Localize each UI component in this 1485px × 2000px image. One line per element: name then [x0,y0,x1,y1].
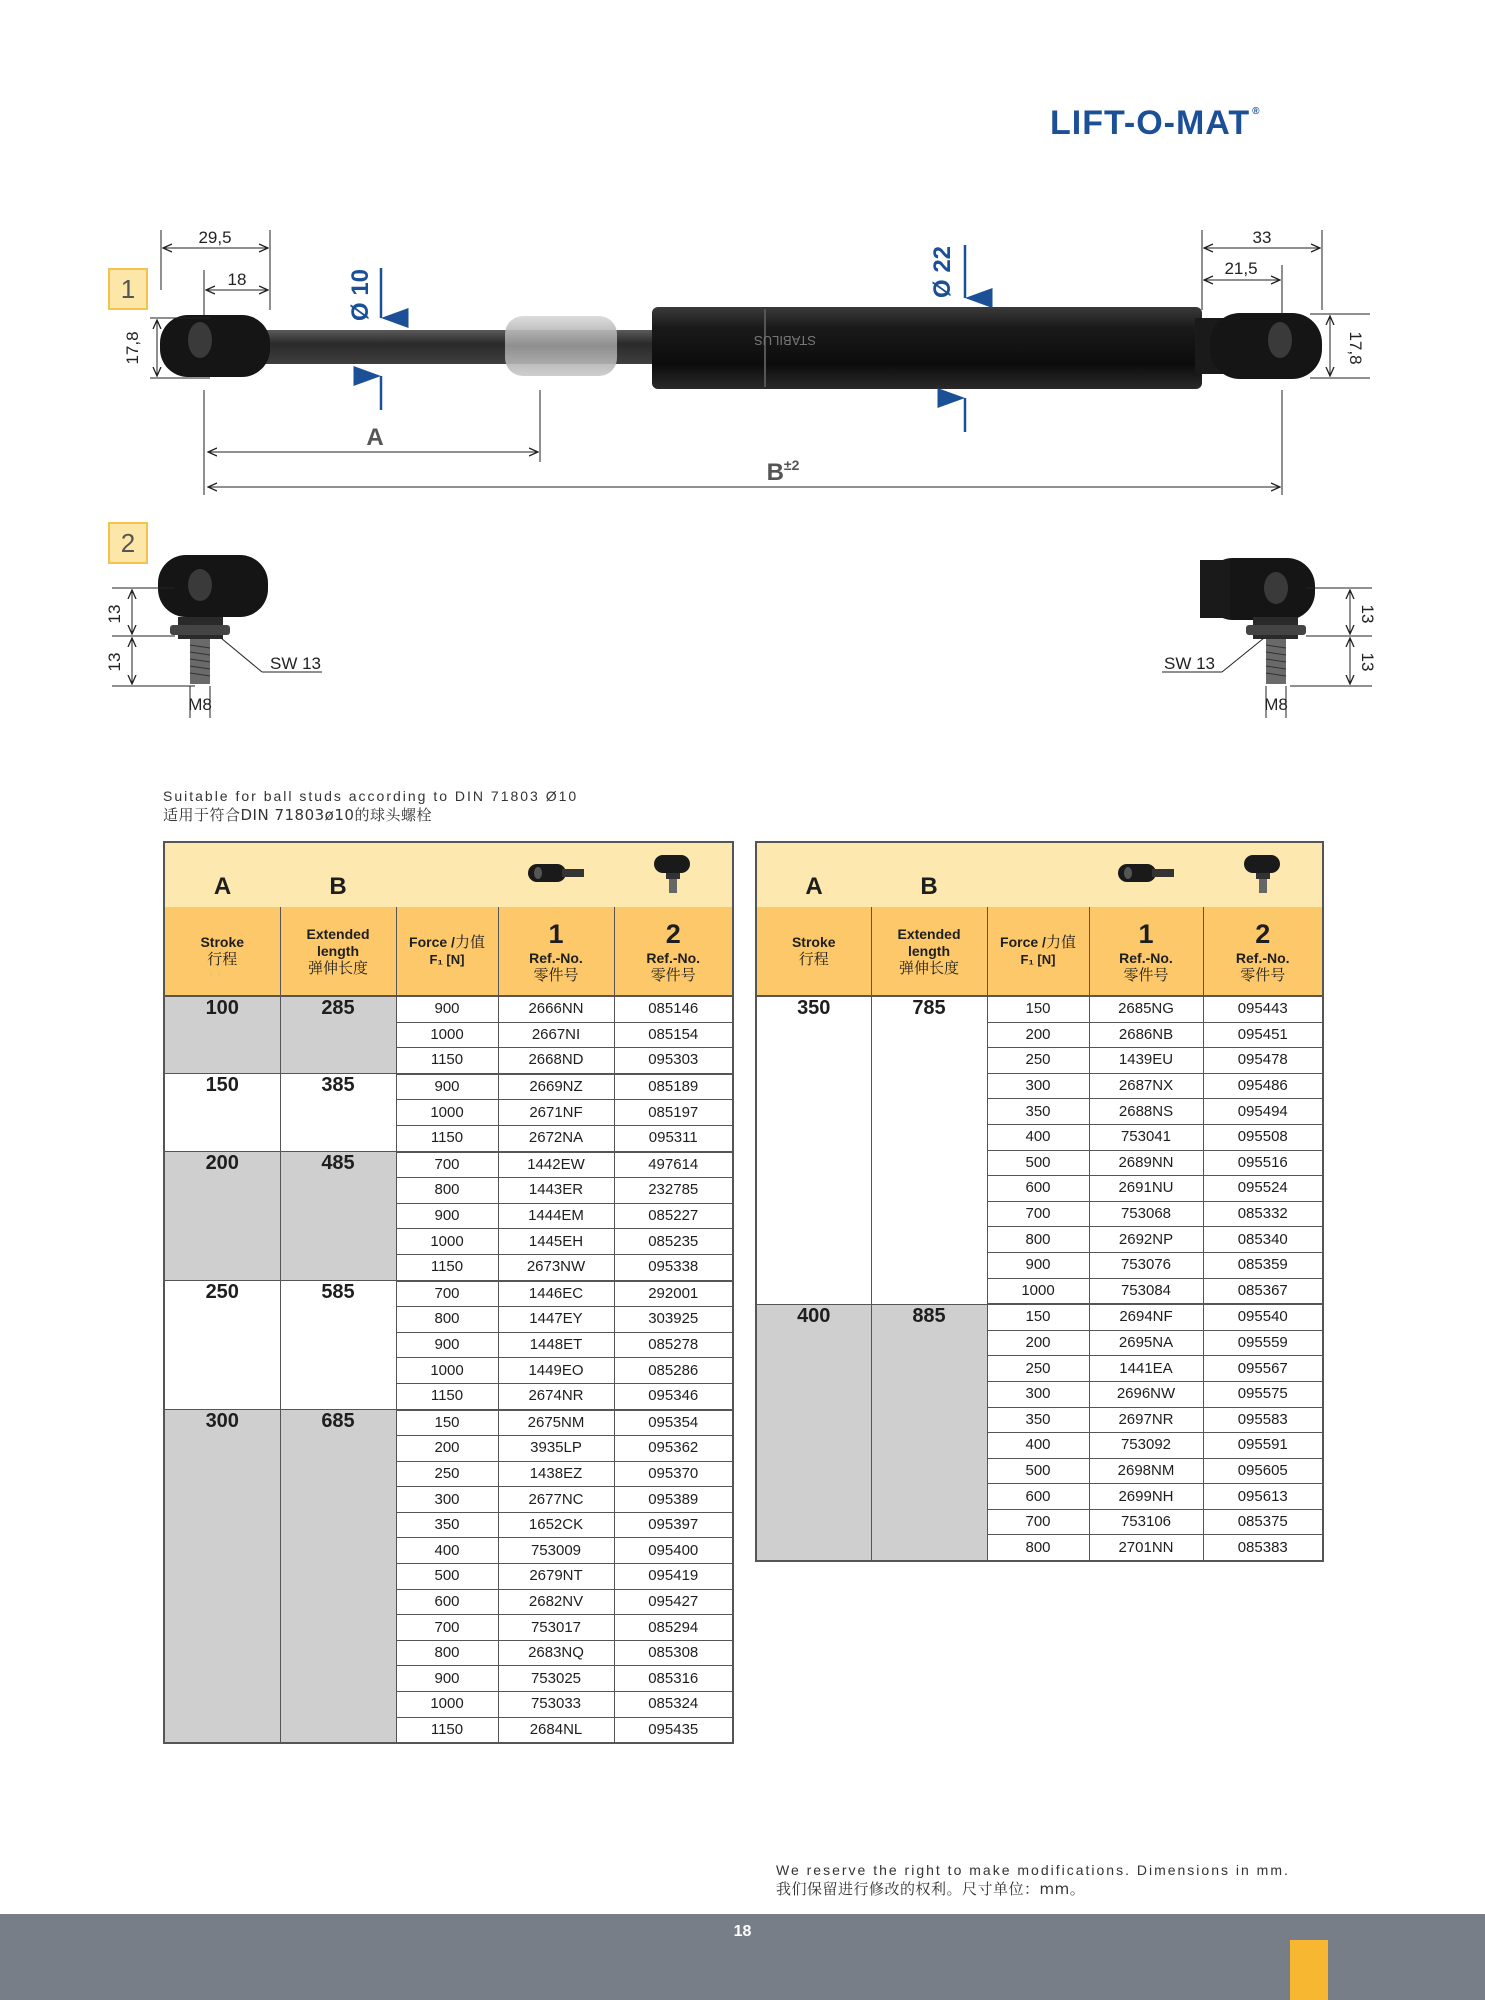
header-force: Force /力值 F₁ [N] [396,907,498,996]
force-value: 700 [987,1201,1089,1227]
ref-no-fitting-2: 095524 [1203,1176,1323,1202]
force-value: 300 [987,1073,1089,1099]
section-tab-marker [1290,1940,1328,2000]
ref-no-fitting-2: 085375 [1203,1509,1323,1535]
force-value: 900 [396,1074,498,1100]
header-b: B [871,842,987,907]
force-value: 700 [396,1281,498,1307]
force-value: 900 [396,1203,498,1229]
tube-diameter-label: Ø 22 [929,245,956,299]
ref-no-fitting-2: 292001 [614,1281,733,1307]
extended-length-value: 685 [280,1410,396,1744]
header-a: A [164,842,280,907]
ref-no-fitting-1: 2688NS [1089,1099,1203,1125]
table-row [164,1410,733,1436]
force-value: 250 [987,1356,1089,1382]
footer-note [776,1862,1290,1899]
ref-no-fitting-1: 2669NZ [498,1074,614,1100]
gas-spring-body [160,307,1322,389]
ref-no-fitting-1: 1445EH [498,1229,614,1255]
ref-no-fitting-2: 085189 [614,1074,733,1100]
ref-no-fitting-1: 2701NN [1089,1535,1203,1561]
ref-no-fitting-1: 2691NU [1089,1176,1203,1202]
footer-note-en: We reserve the right to make modifications. Dimensions in mm. [776,1862,1290,1878]
extended-length-value: 385 [280,1074,396,1152]
force-value: 200 [987,1330,1089,1356]
product-table-left-body [164,996,733,1743]
ref-no-fitting-2: 085197 [614,1100,733,1126]
force-value: 250 [987,1048,1089,1074]
ref-no-fitting-2: 095516 [1203,1150,1323,1176]
extended-length-value: 485 [280,1152,396,1281]
force-value: 500 [987,1458,1089,1484]
ref-no-fitting-2: 085332 [1203,1201,1323,1227]
ref-no-fitting-2: 085367 [1203,1278,1323,1304]
ball-stud-note-en: Suitable for ball studs according to DIN 71803 Ø10 [163,788,579,804]
header-extended-length: Extended length 弹伸长度 [280,907,396,996]
ball-socket-left [158,555,268,684]
ref-no-fitting-2: 085359 [1203,1252,1323,1278]
force-value: 300 [396,1487,498,1513]
ref-no-fitting-1: 753041 [1089,1124,1203,1150]
ref-no-fitting-1: 2674NR [498,1383,614,1409]
extended-length-value: 585 [280,1281,396,1410]
wrench-size-left: SW 13 [270,654,322,673]
ref-no-fitting-1: 2699NH [1089,1484,1203,1510]
force-value: 400 [987,1124,1089,1150]
dim-13-lower-right: 13 [1358,652,1377,672]
stroke-value: 350 [756,996,871,1304]
force-value: 1000 [396,1358,498,1384]
header-b: B [280,842,396,907]
force-value: 800 [396,1640,498,1666]
force-value: 900 [396,1666,498,1692]
ref-no-fitting-2: 095591 [1203,1433,1323,1459]
ref-no-fitting-2: 095613 [1203,1484,1323,1510]
force-value: 350 [987,1407,1089,1433]
table-row [756,996,1323,1022]
force-value: 400 [987,1433,1089,1459]
dim-21-5: 21,5 [1224,259,1258,278]
ref-no-fitting-1: 2694NF [1089,1304,1203,1330]
dim-13-lower-left: 13 [105,652,124,672]
ref-no-fitting-1: 2684NL [498,1717,614,1743]
force-value: 150 [987,1304,1089,1330]
ref-no-fitting-1: 2672NA [498,1125,614,1151]
dim-17-8-left: 17,8 [123,331,142,365]
fitting-1-icon [1089,842,1203,907]
ref-no-fitting-2: 095397 [614,1512,733,1538]
stroke-value: 100 [164,996,280,1074]
force-value: 900 [396,996,498,1022]
ref-no-fitting-2: 085324 [614,1692,733,1718]
ref-no-fitting-1: 753076 [1089,1252,1203,1278]
page-number: 18 [733,1923,752,1940]
header-ref-1: 1 Ref.-No. 零件号 [1089,907,1203,996]
ref-no-fitting-2: 085286 [614,1358,733,1384]
ref-no-fitting-1: 1442EW [498,1152,614,1178]
stroke-value: 400 [756,1304,871,1561]
ref-no-fitting-1: 753033 [498,1692,614,1718]
force-value: 500 [396,1564,498,1590]
thread-right: M8 [1264,695,1288,714]
ref-no-fitting-1: 1448ET [498,1332,614,1358]
ref-no-fitting-1: 1441EA [1089,1356,1203,1382]
dim-29-5: 29,5 [198,228,232,247]
label-b: $B^{\pm 2}$ [766,457,800,486]
ref-no-fitting-1: 1447EY [498,1307,614,1333]
header-stroke: Stroke 行程 [164,907,280,996]
force-value: 1150 [396,1717,498,1743]
force-value: 600 [987,1484,1089,1510]
force-value: 1000 [396,1022,498,1048]
ref-no-fitting-1: 753092 [1089,1433,1203,1459]
gas-spring-drawing [0,0,1485,760]
stroke-value: 200 [164,1152,280,1281]
table-row [164,1281,733,1307]
ref-no-fitting-1: 2683NQ [498,1640,614,1666]
dim-13-upper-right: 13 [1358,604,1377,624]
force-value: 1000 [987,1278,1089,1304]
force-value: 400 [396,1538,498,1564]
force-value: 700 [396,1615,498,1641]
ref-no-fitting-1: 1443ER [498,1178,614,1204]
ref-no-fitting-1: 2686NB [1089,1022,1203,1048]
figure-2-badge: 2 [108,522,148,564]
ref-no-fitting-1: 2689NN [1089,1150,1203,1176]
force-value: 150 [987,996,1089,1022]
ref-no-fitting-1: 2692NP [1089,1227,1203,1253]
ref-no-fitting-2: 085235 [614,1229,733,1255]
ref-no-fitting-2: 095605 [1203,1458,1323,1484]
force-value: 1150 [396,1383,498,1409]
ref-no-fitting-1: 2687NX [1089,1073,1203,1099]
ref-no-fitting-2: 095443 [1203,996,1323,1022]
ref-no-fitting-2: 085316 [614,1666,733,1692]
table-row [164,1074,733,1100]
ref-no-fitting-1: 753017 [498,1615,614,1641]
ref-no-fitting-2: 085154 [614,1022,733,1048]
ref-no-fitting-2: 095311 [614,1125,733,1151]
ref-no-fitting-1: 753009 [498,1538,614,1564]
ref-no-fitting-2: 085383 [1203,1535,1323,1561]
brand-reg-mark: ® [1252,106,1261,117]
ref-no-fitting-1: 1439EU [1089,1048,1203,1074]
ball-stud-note-zh: 适用于符合DIN 71803ø10的球头螺栓 [163,806,432,824]
ref-no-fitting-2: 095575 [1203,1381,1323,1407]
ref-no-fitting-2: 095559 [1203,1330,1323,1356]
ref-no-fitting-1: 753025 [498,1666,614,1692]
force-value: 800 [987,1535,1089,1561]
ref-no-fitting-2: 095419 [614,1564,733,1590]
ref-no-fitting-1: 1449EO [498,1358,614,1384]
force-value: 1150 [396,1125,498,1151]
force-value: 800 [396,1307,498,1333]
force-value: 1000 [396,1229,498,1255]
ref-no-fitting-1: 1652CK [498,1512,614,1538]
ref-no-fitting-2: 095303 [614,1048,733,1074]
ref-no-fitting-1: 2673NW [498,1254,614,1280]
force-value: 600 [396,1589,498,1615]
ref-no-fitting-1: 753084 [1089,1278,1203,1304]
ref-no-fitting-2: 095478 [1203,1048,1323,1074]
ref-no-fitting-1: 3935LP [498,1436,614,1462]
ref-no-fitting-1: 2667NI [498,1022,614,1048]
ref-no-fitting-2: 095451 [1203,1022,1323,1048]
ref-no-fitting-1: 1446EC [498,1281,614,1307]
dim-17-8-right: 17,8 [1346,331,1365,365]
ref-no-fitting-2: 085340 [1203,1227,1323,1253]
ref-no-fitting-1: 2679NT [498,1564,614,1590]
ref-no-fitting-2: 095370 [614,1461,733,1487]
header-stroke: Stroke 行程 [756,907,871,996]
ref-no-fitting-1: 753068 [1089,1201,1203,1227]
ref-no-fitting-2: 095427 [614,1589,733,1615]
ref-no-fitting-2: 095486 [1203,1073,1323,1099]
ref-no-fitting-2: 085146 [614,996,733,1022]
rod-diameter-label: Ø 10 [347,268,374,322]
ref-no-fitting-2: 095400 [614,1538,733,1564]
force-value: 1000 [396,1100,498,1126]
stroke-value: 150 [164,1074,280,1152]
ref-no-fitting-2: 085278 [614,1332,733,1358]
force-value: 500 [987,1150,1089,1176]
ref-no-fitting-1: 2668ND [498,1048,614,1074]
thread-left: M8 [188,695,212,714]
ref-no-fitting-2: 095494 [1203,1099,1323,1125]
stroke-value: 250 [164,1281,280,1410]
force-value: 300 [987,1381,1089,1407]
ref-no-fitting-2: 085227 [614,1203,733,1229]
force-value: 600 [987,1176,1089,1202]
ref-no-fitting-2: 095362 [614,1436,733,1462]
force-value: 700 [987,1509,1089,1535]
ref-no-fitting-2: 232785 [614,1178,733,1204]
ref-no-fitting-1: 753106 [1089,1509,1203,1535]
product-table-right [755,841,1324,1562]
wrench-size-right: SW 13 [1164,654,1216,673]
ref-no-fitting-2: 095354 [614,1410,733,1436]
ref-no-fitting-1: 2698NM [1089,1458,1203,1484]
fitting-2-icon [1203,842,1323,907]
ref-no-fitting-1: 2671NF [498,1100,614,1126]
figure-1-badge: 1 [108,268,148,310]
product-table-right-body [756,996,1323,1561]
brand-name: LIFT-O-MAT [1050,104,1251,142]
header-ref-2: 2 Ref.-No. 零件号 [1203,907,1323,996]
force-value: 250 [396,1461,498,1487]
ref-no-fitting-2: 303925 [614,1307,733,1333]
force-value: 350 [987,1099,1089,1125]
fitting-2-icon [614,842,733,907]
ball-socket-right [1200,558,1315,684]
ref-no-fitting-1: 2685NG [1089,996,1203,1022]
header-extended-length: Extended length 弹伸长度 [871,907,987,996]
ref-no-fitting-1: 2666NN [498,996,614,1022]
table-row [756,1304,1323,1330]
table-row [164,996,733,1022]
force-value: 1150 [396,1254,498,1280]
ref-no-fitting-2: 095583 [1203,1407,1323,1433]
ref-no-fitting-2: 085308 [614,1640,733,1666]
force-value: 900 [396,1332,498,1358]
header-ref-2: 2 Ref.-No. 零件号 [614,907,733,996]
force-value: 900 [987,1252,1089,1278]
extended-length-value: 785 [871,996,987,1304]
ref-no-fitting-2: 085294 [614,1615,733,1641]
ref-no-fitting-1: 2695NA [1089,1330,1203,1356]
force-value: 1150 [396,1048,498,1074]
dim-18: 18 [227,270,247,289]
ball-stud-note [163,788,578,825]
dim-33: 33 [1252,228,1272,247]
ref-no-fitting-1: 2682NV [498,1589,614,1615]
ref-no-fitting-1: 2697NR [1089,1407,1203,1433]
ref-no-fitting-1: 2675NM [498,1410,614,1436]
ref-no-fitting-2: 497614 [614,1152,733,1178]
svg-text:STABILUS: STABILUS [754,333,816,348]
stroke-value: 300 [164,1410,280,1744]
ref-no-fitting-2: 095540 [1203,1304,1323,1330]
ref-no-fitting-1: 1444EM [498,1203,614,1229]
footer-note-zh: 我们保留进行修改的权利。尺寸单位：mm。 [776,1880,1086,1898]
label-a: A [366,424,384,451]
fitting-1-icon [498,842,614,907]
ref-no-fitting-2: 095567 [1203,1356,1323,1382]
ref-no-fitting-2: 095508 [1203,1124,1323,1150]
dim-13-upper-left: 13 [105,604,124,624]
force-value: 700 [396,1152,498,1178]
ref-no-fitting-1: 2677NC [498,1487,614,1513]
table-row [164,1152,733,1178]
force-value: 150 [396,1410,498,1436]
force-value: 1000 [396,1692,498,1718]
header-a: A [756,842,871,907]
force-value: 800 [396,1178,498,1204]
ref-no-fitting-2: 095346 [614,1383,733,1409]
header-ref-1: 1 Ref.-No. 零件号 [498,907,614,996]
header-force: Force /力值 F₁ [N] [987,907,1089,996]
extended-length-value: 885 [871,1304,987,1561]
force-value: 200 [987,1022,1089,1048]
extended-length-value: 285 [280,996,396,1074]
force-value: 800 [987,1227,1089,1253]
ref-no-fitting-2: 095435 [614,1717,733,1743]
force-value: 200 [396,1436,498,1462]
product-table-left [163,841,734,1744]
force-value: 350 [396,1512,498,1538]
ref-no-fitting-1: 1438EZ [498,1461,614,1487]
ref-no-fitting-2: 095338 [614,1254,733,1280]
ref-no-fitting-2: 095389 [614,1487,733,1513]
ref-no-fitting-1: 2696NW [1089,1381,1203,1407]
